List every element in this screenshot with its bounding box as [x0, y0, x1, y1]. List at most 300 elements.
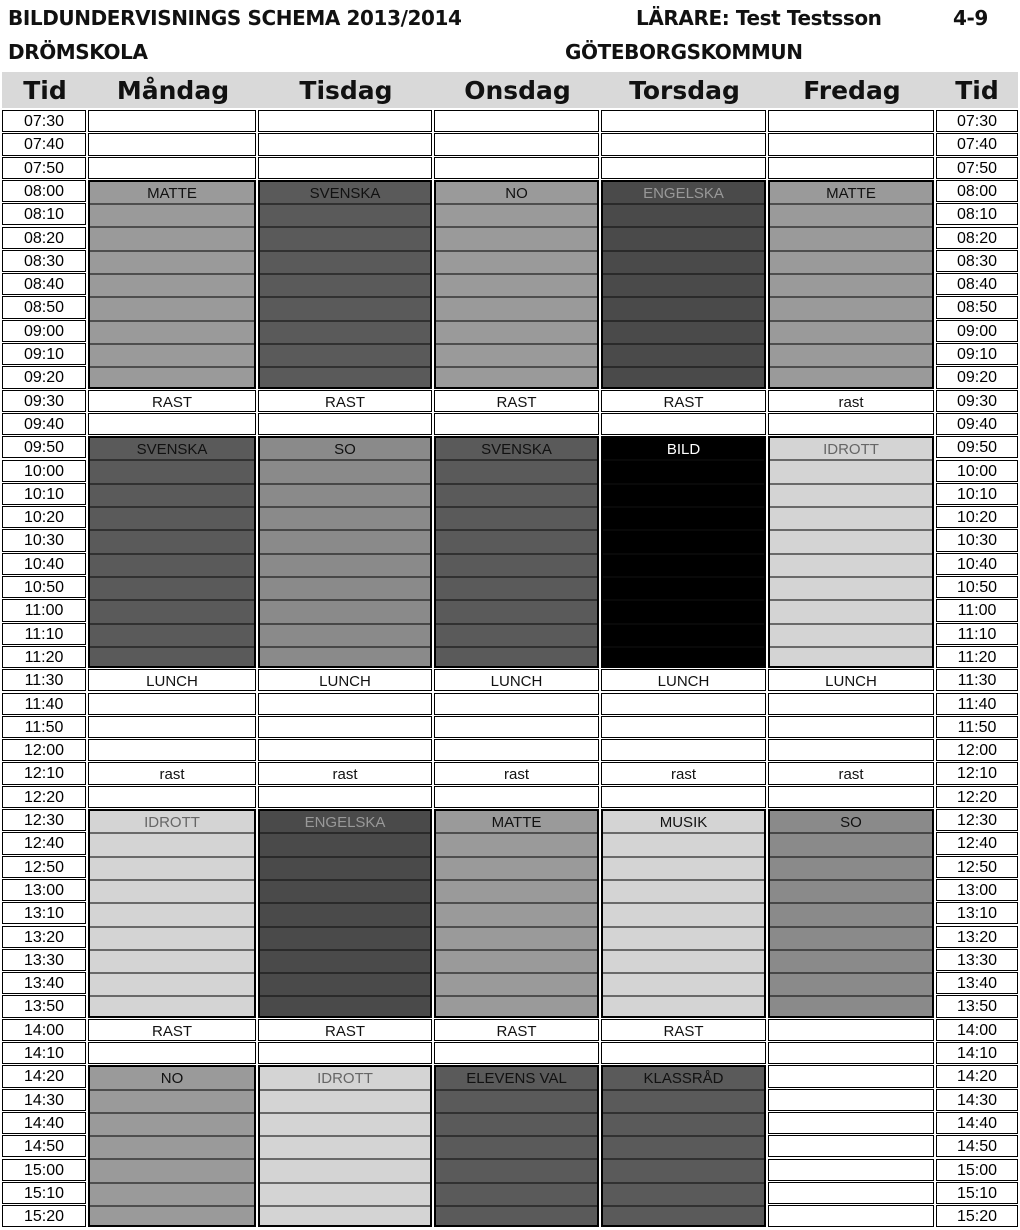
- time-cell-right: 12:00: [936, 739, 1018, 761]
- time-cell: 10:00: [2, 460, 86, 482]
- time-cell-right: 12:30: [936, 809, 1018, 831]
- lesson-label: ENGELSKA: [304, 814, 386, 831]
- row-divider: [260, 366, 430, 368]
- lesson-label: RAST: [663, 1022, 704, 1040]
- empty-slot: [434, 157, 599, 179]
- lesson-label: rast: [838, 393, 864, 411]
- empty-slot: [258, 413, 432, 435]
- row-divider: [770, 972, 932, 974]
- row-divider: [603, 576, 764, 578]
- column-header-wednesday: Onsdag: [464, 76, 571, 105]
- time-cell: 14:20: [2, 1065, 86, 1087]
- empty-slot: [258, 716, 432, 738]
- lesson-friday-rast: [768, 762, 934, 784]
- time-cell: 14:50: [2, 1135, 86, 1157]
- empty-slot: [601, 786, 766, 808]
- empty-slot: [601, 157, 766, 179]
- row-divider: [90, 553, 254, 555]
- time-cell: 11:00: [2, 599, 86, 621]
- time-cell-right: 13:00: [936, 879, 1018, 901]
- row-divider: [603, 459, 764, 461]
- time-cell-right: 09:20: [936, 366, 1018, 388]
- row-divider: [90, 995, 254, 997]
- time-cell: 11:40: [2, 693, 86, 715]
- row-divider: [603, 226, 764, 228]
- lesson-label: NO: [505, 184, 528, 202]
- row-divider: [436, 1112, 597, 1114]
- empty-slot: [768, 716, 934, 738]
- row-divider: [770, 250, 932, 252]
- row-divider: [603, 902, 764, 904]
- lesson-friday-so: [768, 809, 934, 1018]
- row-divider: [260, 599, 430, 601]
- row-divider: [603, 343, 764, 345]
- empty-slot: [434, 110, 599, 132]
- lesson-label: BILD: [666, 441, 701, 459]
- empty-slot: [601, 1042, 766, 1064]
- empty-slot: [88, 110, 256, 132]
- lesson-label: SVENSKA: [136, 441, 208, 459]
- lesson-label: LUNCH: [657, 673, 710, 691]
- time-cell-right: 12:10: [936, 762, 1018, 784]
- school-name: DRÖMSKOLA: [8, 40, 148, 64]
- row-divider: [260, 902, 430, 904]
- lesson-tuesday-rast: [258, 762, 432, 784]
- time-cell-right: 15:20: [936, 1205, 1018, 1227]
- row-divider: [603, 1158, 764, 1160]
- column-header-friday: Fredag: [803, 76, 901, 105]
- empty-slot: [768, 1182, 934, 1204]
- time-cell-right: 10:40: [936, 553, 1018, 575]
- time-cell: 14:10: [2, 1042, 86, 1064]
- row-divider: [770, 995, 932, 997]
- empty-slot: [258, 133, 432, 155]
- row-divider: [90, 902, 254, 904]
- lesson-tuesday-engelska: [258, 809, 432, 1018]
- row-divider: [436, 646, 597, 648]
- row-divider: [770, 926, 932, 928]
- time-cell: 12:20: [2, 786, 86, 808]
- empty-slot: [434, 739, 599, 761]
- time-cell-right: 11:40: [936, 693, 1018, 715]
- lesson-friday-idrott: [768, 436, 934, 668]
- empty-slot: [768, 1065, 934, 1087]
- row-divider: [603, 599, 764, 601]
- row-divider: [436, 902, 597, 904]
- lesson-monday-idrott: [88, 809, 256, 1018]
- time-cell: 14:00: [2, 1019, 86, 1041]
- empty-slot: [434, 786, 599, 808]
- row-divider: [436, 320, 597, 322]
- row-divider: [770, 226, 932, 228]
- row-divider: [90, 623, 254, 625]
- empty-slot: [601, 110, 766, 132]
- row-divider: [436, 366, 597, 368]
- lesson-wednesday-lunch: [434, 669, 599, 691]
- row-divider: [260, 226, 430, 228]
- time-cell-right: 07:40: [936, 133, 1018, 155]
- empty-slot: [88, 739, 256, 761]
- row-divider: [770, 296, 932, 298]
- time-cell-right: 09:00: [936, 320, 1018, 342]
- lesson-thursday-lunch: [601, 669, 766, 691]
- time-cell-right: 15:00: [936, 1159, 1018, 1181]
- empty-slot: [601, 413, 766, 435]
- row-divider: [260, 832, 430, 834]
- row-divider: [436, 343, 597, 345]
- empty-slot: [768, 413, 934, 435]
- row-divider: [90, 879, 254, 881]
- lesson-label: ELEVENS VAL: [466, 1070, 567, 1088]
- row-divider: [436, 226, 597, 228]
- row-divider: [603, 529, 764, 531]
- row-divider: [260, 483, 430, 485]
- time-cell: 11:10: [2, 623, 86, 645]
- lesson-label: LUNCH: [490, 673, 543, 691]
- row-divider: [603, 832, 764, 834]
- lesson-label: IDROTT: [144, 814, 200, 831]
- row-divider: [90, 599, 254, 601]
- empty-slot: [768, 1112, 934, 1134]
- row-divider: [436, 1089, 597, 1091]
- time-cell: 08:20: [2, 227, 86, 249]
- time-cell: 10:30: [2, 529, 86, 551]
- time-cell: 13:50: [2, 995, 86, 1017]
- row-divider: [260, 972, 430, 974]
- row-divider: [770, 320, 932, 322]
- lesson-friday-matte: [768, 180, 934, 389]
- row-divider: [260, 1089, 430, 1091]
- empty-slot: [88, 157, 256, 179]
- lesson-tuesday-rast: [258, 1019, 432, 1041]
- time-cell-right: 15:10: [936, 1182, 1018, 1204]
- row-divider: [90, 506, 254, 508]
- time-cell-right: 09:30: [936, 390, 1018, 412]
- time-cell-right: 08:50: [936, 296, 1018, 318]
- column-header-thursday: Torsdag: [629, 76, 740, 105]
- lesson-monday-matte: [88, 180, 256, 389]
- row-divider: [603, 1135, 764, 1137]
- time-cell: 08:50: [2, 296, 86, 318]
- time-cell-right: 10:00: [936, 460, 1018, 482]
- empty-slot: [768, 1205, 934, 1227]
- lesson-tuesday-svenska: [258, 180, 432, 389]
- lesson-label: rast: [332, 766, 358, 784]
- time-cell: 15:00: [2, 1159, 86, 1181]
- empty-slot: [258, 1042, 432, 1064]
- time-cell: 11:30: [2, 669, 86, 691]
- time-cell-right: 08:10: [936, 203, 1018, 225]
- row-divider: [603, 203, 764, 205]
- time-cell: 10:20: [2, 506, 86, 528]
- row-divider: [603, 949, 764, 951]
- time-cell: 12:40: [2, 832, 86, 854]
- time-cell: 15:10: [2, 1182, 86, 1204]
- row-divider: [436, 529, 597, 531]
- time-cell-right: 13:50: [936, 995, 1018, 1017]
- row-divider: [90, 296, 254, 298]
- lesson-label: rast: [670, 766, 696, 784]
- lesson-wednesday-rast: [434, 762, 599, 784]
- empty-slot: [434, 133, 599, 155]
- time-cell-right: 12:40: [936, 832, 1018, 854]
- time-cell-right: 08:30: [936, 250, 1018, 272]
- lesson-thursday-rast: [601, 390, 766, 412]
- time-cell: 12:50: [2, 856, 86, 878]
- empty-slot: [768, 110, 934, 132]
- schedule-title: BILDUNDERVISNINGS SCHEMA 2013/2014: [8, 6, 462, 30]
- empty-slot: [258, 157, 432, 179]
- municipality-name: GÖTEBORGSKOMMUN: [565, 40, 803, 64]
- lesson-label: MATTE: [147, 184, 197, 202]
- row-divider: [436, 949, 597, 951]
- lesson-monday-svenska: [88, 436, 256, 668]
- row-divider: [90, 832, 254, 834]
- lesson-label: SO: [840, 814, 862, 831]
- column-header-time-right: Tid: [955, 76, 999, 105]
- lesson-label: ENGELSKA: [643, 184, 724, 202]
- time-cell-right: 09:50: [936, 436, 1018, 458]
- row-divider: [436, 576, 597, 578]
- lesson-monday-rast: [88, 1019, 256, 1041]
- time-cell: 12:30: [2, 809, 86, 831]
- time-cell: 10:10: [2, 483, 86, 505]
- lesson-label: SVENSKA: [309, 184, 381, 202]
- empty-slot: [434, 1042, 599, 1064]
- row-divider: [770, 949, 932, 951]
- row-divider: [260, 553, 430, 555]
- time-cell-right: 14:20: [936, 1065, 1018, 1087]
- row-divider: [260, 1158, 430, 1160]
- row-divider: [770, 529, 932, 531]
- time-cell: 07:30: [2, 110, 86, 132]
- row-divider: [90, 1112, 254, 1114]
- lesson-label: NO: [160, 1070, 184, 1088]
- row-divider: [90, 856, 254, 858]
- time-cell: 09:30: [2, 390, 86, 412]
- row-divider: [436, 1205, 597, 1207]
- empty-slot: [88, 693, 256, 715]
- row-divider: [770, 856, 932, 858]
- lesson-label: SO: [334, 441, 356, 459]
- row-divider: [260, 203, 430, 205]
- row-divider: [770, 343, 932, 345]
- time-cell-right: 13:30: [936, 949, 1018, 971]
- row-divider: [260, 1182, 430, 1184]
- time-cell: 12:10: [2, 762, 86, 784]
- time-cell: 08:30: [2, 250, 86, 272]
- row-divider: [603, 320, 764, 322]
- lesson-thursday-rast: [601, 1019, 766, 1041]
- lesson-wednesday-no: [434, 180, 599, 389]
- row-divider: [90, 203, 254, 205]
- row-divider: [260, 1112, 430, 1114]
- time-cell: 07:50: [2, 157, 86, 179]
- time-cell: 09:40: [2, 413, 86, 435]
- lesson-thursday-engelska: [601, 180, 766, 389]
- time-cell-right: 08:20: [936, 227, 1018, 249]
- row-divider: [436, 1135, 597, 1137]
- lesson-label: rast: [838, 766, 864, 784]
- lesson-tuesday-idrott: [258, 1065, 432, 1227]
- time-cell: 09:20: [2, 366, 86, 388]
- time-cell: 13:10: [2, 902, 86, 924]
- time-cell-right: 12:50: [936, 856, 1018, 878]
- column-header-time-left: Tid: [23, 76, 67, 105]
- row-divider: [260, 576, 430, 578]
- time-cell-right: 10:20: [936, 506, 1018, 528]
- empty-slot: [258, 739, 432, 761]
- time-cell-right: 10:30: [936, 529, 1018, 551]
- empty-slot: [768, 1135, 934, 1157]
- row-divider: [436, 273, 597, 275]
- empty-slot: [768, 157, 934, 179]
- row-divider: [770, 273, 932, 275]
- lesson-label: KLASSRÅD: [643, 1070, 724, 1088]
- lesson-label: RAST: [151, 393, 192, 411]
- time-cell-right: 08:00: [936, 180, 1018, 202]
- time-cell: 10:50: [2, 576, 86, 598]
- time-cell: 15:20: [2, 1205, 86, 1227]
- row-divider: [770, 203, 932, 205]
- time-cell-right: 14:10: [936, 1042, 1018, 1064]
- lesson-monday-lunch: [88, 669, 256, 691]
- time-cell-right: 10:50: [936, 576, 1018, 598]
- time-cell-right: 10:10: [936, 483, 1018, 505]
- lesson-label: RAST: [151, 1022, 192, 1040]
- row-divider: [603, 972, 764, 974]
- row-divider: [90, 646, 254, 648]
- row-divider: [770, 832, 932, 834]
- row-divider: [603, 646, 764, 648]
- empty-slot: [601, 716, 766, 738]
- row-divider: [260, 1135, 430, 1137]
- empty-slot: [601, 133, 766, 155]
- row-divider: [90, 459, 254, 461]
- time-cell-right: 09:10: [936, 343, 1018, 365]
- lesson-wednesday-rast: [434, 1019, 599, 1041]
- row-divider: [603, 483, 764, 485]
- time-cell: 12:00: [2, 739, 86, 761]
- time-cell-right: 12:20: [936, 786, 1018, 808]
- lesson-wednesday-rast: [434, 390, 599, 412]
- row-divider: [603, 995, 764, 997]
- time-cell-right: 14:50: [936, 1135, 1018, 1157]
- row-divider: [770, 553, 932, 555]
- row-divider: [90, 529, 254, 531]
- row-divider: [90, 1158, 254, 1160]
- row-divider: [603, 273, 764, 275]
- empty-slot: [434, 413, 599, 435]
- row-divider: [90, 483, 254, 485]
- row-divider: [260, 926, 430, 928]
- row-divider: [770, 576, 932, 578]
- empty-slot: [768, 693, 934, 715]
- row-divider: [436, 926, 597, 928]
- time-cell: 14:40: [2, 1112, 86, 1134]
- empty-slot: [88, 786, 256, 808]
- row-divider: [770, 483, 932, 485]
- empty-slot: [434, 693, 599, 715]
- time-cell-right: 11:50: [936, 716, 1018, 738]
- column-header-monday: Måndag: [116, 76, 230, 105]
- lesson-label: MUSIK: [659, 814, 708, 831]
- row-divider: [603, 553, 764, 555]
- lesson-thursday-klassråd: [601, 1065, 766, 1227]
- lesson-label: rast: [159, 766, 185, 784]
- row-divider: [436, 879, 597, 881]
- row-divider: [90, 1205, 254, 1207]
- time-cell-right: 08:40: [936, 273, 1018, 295]
- row-divider: [603, 879, 764, 881]
- row-divider: [90, 926, 254, 928]
- row-divider: [436, 203, 597, 205]
- row-divider: [90, 1135, 254, 1137]
- row-divider: [603, 366, 764, 368]
- lesson-thursday-rast: [601, 762, 766, 784]
- lesson-tuesday-so: [258, 436, 432, 668]
- lesson-wednesday-elevens-val: [434, 1065, 599, 1227]
- row-divider: [603, 1112, 764, 1114]
- empty-slot: [88, 133, 256, 155]
- row-divider: [260, 623, 430, 625]
- lesson-label: LUNCH: [825, 673, 877, 691]
- time-cell: 13:00: [2, 879, 86, 901]
- lesson-label: RAST: [663, 393, 704, 411]
- time-cell-right: 13:10: [936, 902, 1018, 924]
- row-divider: [90, 226, 254, 228]
- lesson-thursday-bild: [601, 436, 766, 668]
- row-divider: [260, 856, 430, 858]
- row-divider: [260, 320, 430, 322]
- row-divider: [436, 553, 597, 555]
- row-divider: [770, 506, 932, 508]
- lesson-label: SVENSKA: [481, 441, 552, 459]
- lesson-label: RAST: [496, 393, 537, 411]
- time-cell: 13:20: [2, 926, 86, 948]
- time-cell-right: 11:30: [936, 669, 1018, 691]
- time-cell-right: 09:40: [936, 413, 1018, 435]
- row-divider: [90, 972, 254, 974]
- lesson-label: RAST: [496, 1022, 537, 1040]
- lesson-label: LUNCH: [319, 673, 371, 691]
- row-divider: [603, 623, 764, 625]
- time-cell-right: 14:00: [936, 1019, 1018, 1041]
- time-cell-right: 13:20: [936, 926, 1018, 948]
- lesson-label: MATTE: [826, 184, 876, 202]
- row-divider: [603, 1205, 764, 1207]
- lesson-friday-lunch: [768, 669, 934, 691]
- empty-slot: [768, 1159, 934, 1181]
- row-divider: [260, 459, 430, 461]
- lesson-label: RAST: [324, 393, 365, 411]
- row-divider: [770, 459, 932, 461]
- row-divider: [90, 273, 254, 275]
- row-divider: [436, 1182, 597, 1184]
- lesson-label: IDROTT: [823, 441, 879, 459]
- row-divider: [436, 856, 597, 858]
- time-cell-right: 13:40: [936, 972, 1018, 994]
- empty-slot: [768, 133, 934, 155]
- row-divider: [260, 296, 430, 298]
- row-divider: [260, 343, 430, 345]
- empty-slot: [258, 693, 432, 715]
- empty-slot: [768, 739, 934, 761]
- lesson-wednesday-svenska: [434, 436, 599, 668]
- lesson-label: RAST: [324, 1022, 365, 1040]
- row-divider: [436, 832, 597, 834]
- row-divider: [90, 250, 254, 252]
